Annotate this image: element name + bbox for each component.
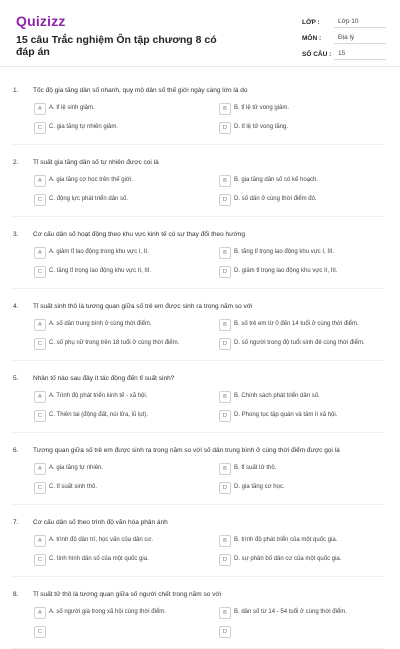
answer-checkbox[interactable]: B: [219, 463, 231, 475]
question-number: 6.: [13, 447, 19, 454]
answer-option[interactable]: [219, 391, 399, 403]
question-number: 1.: [13, 87, 19, 94]
answer-text: D. sự phân bố dân cư của một quốc gia.: [234, 556, 342, 562]
question-item: [13, 505, 384, 577]
answer-checkbox[interactable]: C: [34, 338, 46, 350]
answer-checkbox[interactable]: B: [219, 103, 231, 115]
answer-checkbox[interactable]: C: [34, 626, 46, 638]
meta-class-label: LỚP :: [302, 18, 320, 26]
question-number: 8.: [13, 591, 19, 598]
answer-option[interactable]: [219, 247, 399, 259]
worksheet-meta: [302, 14, 386, 62]
answer-checkbox[interactable]: A: [34, 247, 46, 259]
answer-option[interactable]: [219, 319, 399, 331]
answer-text: B. trình độ phát triển của một quốc gia.: [234, 537, 338, 543]
answer-text: A. Trình độ phát triển kinh tế - xã hội.: [49, 393, 148, 399]
answer-text: D. Phong tục tập quán và tâm lí xã hội.: [234, 412, 338, 418]
answer-option[interactable]: [34, 338, 214, 350]
answer-text: D. số người trong độ tuổi sinh đẻ cùng thời điểm.: [234, 340, 365, 346]
meta-subject: [302, 30, 386, 46]
answer-checkbox[interactable]: D: [219, 122, 231, 134]
answer-text: C. động lực phát triển dân số.: [49, 196, 129, 202]
answer-checkbox[interactable]: C: [34, 266, 46, 278]
page-title: 15 câu Trắc nghiệm Ôn tập chương 8 có đáp án: [16, 34, 217, 58]
answer-checkbox[interactable]: A: [34, 319, 46, 331]
answer-option[interactable]: [34, 535, 214, 547]
answer-text: C. số phụ nữ trong trên 18 tuổi ở cùng thời điểm.: [49, 340, 180, 346]
question-number: 3.: [13, 231, 19, 238]
answer-text: B. Chính sách phát triển dân số.: [234, 393, 320, 399]
meta-subject-label: MÔN :: [302, 34, 322, 42]
answer-text: C. tỉ suất sinh thô.: [49, 484, 98, 490]
answer-option[interactable]: [34, 554, 214, 566]
answer-text: A. tỉ lệ sinh giảm.: [49, 105, 95, 111]
meta-count-value: 15: [334, 48, 386, 60]
answer-option[interactable]: [219, 607, 399, 619]
answer-checkbox[interactable]: B: [219, 535, 231, 547]
answer-option[interactable]: [34, 410, 214, 422]
answer-option[interactable]: [34, 194, 214, 206]
question-text: Tương quan giữa số trẻ em được sinh ra trong năm so với số dân trung bình ở cùng thời điểm được gọi là: [33, 447, 340, 454]
meta-subject-value: Địa lý: [334, 32, 386, 44]
answer-text: C. tăng tỉ trọng lao động khu vực II, III.: [49, 268, 152, 274]
question-number: 4.: [13, 303, 19, 310]
answer-checkbox[interactable]: D: [219, 194, 231, 206]
answer-text: D. gia tăng cơ học.: [234, 484, 285, 490]
answer-checkbox[interactable]: A: [34, 103, 46, 115]
answer-checkbox[interactable]: A: [34, 607, 46, 619]
answer-text: B. dân số từ 14 - 54 tuổi ở cùng thời điểm.: [234, 609, 347, 615]
question-item: [13, 361, 384, 433]
answer-text: D. tỉ lệ tử vong tăng.: [234, 124, 289, 130]
question-text: Tỉ suất tử thô là tương quan giữa số người chết trong năm so với: [33, 591, 222, 598]
question-number: 2.: [13, 159, 19, 166]
meta-count: [302, 46, 386, 62]
question-item: [13, 145, 384, 217]
answer-option[interactable]: [34, 266, 214, 278]
answer-text: C. gia tăng tự nhiên giảm.: [49, 124, 119, 130]
answer-option[interactable]: [34, 247, 214, 259]
answer-option[interactable]: [34, 626, 214, 638]
answer-option[interactable]: [219, 554, 399, 566]
answer-checkbox[interactable]: B: [219, 247, 231, 259]
answer-checkbox[interactable]: C: [34, 554, 46, 566]
answer-text: B. gia tăng dân số có kế hoạch.: [234, 177, 319, 183]
answer-checkbox[interactable]: D: [219, 338, 231, 350]
answer-option[interactable]: [219, 103, 399, 115]
answer-text: A. số dân trung bình ở cùng thời điểm.: [49, 321, 152, 327]
answer-option[interactable]: [34, 319, 214, 331]
answer-checkbox[interactable]: D: [219, 554, 231, 566]
answer-text: A. giảm tỉ lao động trong khu vực I, II.: [49, 249, 149, 255]
answer-checkbox[interactable]: C: [34, 122, 46, 134]
answer-checkbox[interactable]: A: [34, 535, 46, 547]
question-text: Cơ cấu dân số hoạt động theo khu vực kinh tế có sự thay đổi theo hướng: [33, 231, 246, 238]
answer-text: A. gia tăng tự nhiên.: [49, 465, 104, 471]
question-number: 7.: [13, 519, 19, 526]
answer-checkbox[interactable]: D: [219, 626, 231, 638]
answer-checkbox[interactable]: D: [219, 410, 231, 422]
meta-class-value: Lớp 10: [334, 16, 386, 28]
answer-text: C. tình hình dân số của một quốc gia.: [49, 556, 149, 562]
answer-checkbox[interactable]: D: [219, 482, 231, 494]
question-item: [13, 577, 384, 649]
answer-option[interactable]: [219, 122, 399, 134]
answer-checkbox[interactable]: D: [219, 266, 231, 278]
answer-option[interactable]: [219, 535, 399, 547]
answer-option[interactable]: [219, 266, 399, 278]
worksheet-header: [0, 0, 400, 67]
question-list: [0, 67, 400, 649]
answer-option[interactable]: [219, 175, 399, 187]
answer-text: D. số dân ở cùng thời điểm đó.: [234, 196, 317, 202]
answer-option[interactable]: [219, 410, 399, 422]
question-item: [13, 433, 384, 505]
answer-option[interactable]: [34, 391, 214, 403]
answer-text: C. Thiên tai (động đất, núi lửa, lũ lụt).: [49, 412, 148, 418]
answer-option[interactable]: [34, 463, 214, 475]
answer-option[interactable]: [34, 482, 214, 494]
answer-option[interactable]: [219, 482, 399, 494]
answer-checkbox[interactable]: C: [34, 194, 46, 206]
answer-text: B. tăng tỉ trọng lao động khu vực I, III.: [234, 249, 335, 255]
meta-class: [302, 14, 386, 30]
answer-checkbox[interactable]: C: [34, 482, 46, 494]
answer-checkbox[interactable]: B: [219, 175, 231, 187]
answer-checkbox[interactable]: A: [34, 391, 46, 403]
answer-checkbox[interactable]: C: [34, 410, 46, 422]
meta-count-label: SỐ CÂU :: [302, 50, 332, 58]
answer-option[interactable]: [34, 607, 214, 619]
answer-checkbox[interactable]: B: [219, 391, 231, 403]
answer-checkbox[interactable]: A: [34, 175, 46, 187]
answer-option[interactable]: [219, 463, 399, 475]
question-text: Tỉ suất sinh thô là tương quan giữa số trẻ em được sinh ra trong năm so với: [33, 303, 253, 310]
question-text: Nhân tố nào sau đây ít tác động đến tỉ suất sinh?: [33, 375, 175, 382]
answer-text: A. trình độ dân trí, học vấn của dân cư.: [49, 537, 154, 543]
quizizz-logo[interactable]: Quizizz: [16, 13, 66, 29]
answer-checkbox[interactable]: B: [219, 607, 231, 619]
answer-text: B. số trẻ em từ 0 đến 14 tuổi ở cùng thời điểm.: [234, 321, 359, 327]
answer-text: D. giảm tỉ trọng lao động khu vực II, III.: [234, 268, 338, 274]
answer-text: B. tỉ suất tử thô.: [234, 465, 277, 471]
answer-option[interactable]: [219, 338, 399, 350]
answer-option[interactable]: [34, 122, 214, 134]
question-text: Cơ cấu dân số theo trình độ văn hóa phản ánh: [33, 519, 168, 526]
question-number: 5.: [13, 375, 19, 382]
question-text: Tốc độ gia tăng dân số nhanh, quy mô dân số thế giới ngày càng lớn là do: [33, 87, 248, 94]
answer-text: A. số người già trong xã hội cùng thời điểm.: [49, 609, 166, 615]
answer-option[interactable]: [219, 194, 399, 206]
answer-text: B. tỉ lệ tử vong giảm.: [234, 105, 290, 111]
question-item: [13, 217, 384, 289]
question-item: [13, 73, 384, 145]
question-text: Tỉ suất gia tăng dân số tự nhiên được coi là: [33, 159, 159, 166]
answer-option[interactable]: [34, 175, 214, 187]
answer-option[interactable]: [34, 103, 214, 115]
answer-text: A. gia tăng cơ học trên thế giới.: [49, 177, 133, 183]
answer-option[interactable]: [219, 626, 399, 638]
answer-checkbox[interactable]: A: [34, 463, 46, 475]
question-item: [13, 289, 384, 361]
answer-checkbox[interactable]: B: [219, 319, 231, 331]
